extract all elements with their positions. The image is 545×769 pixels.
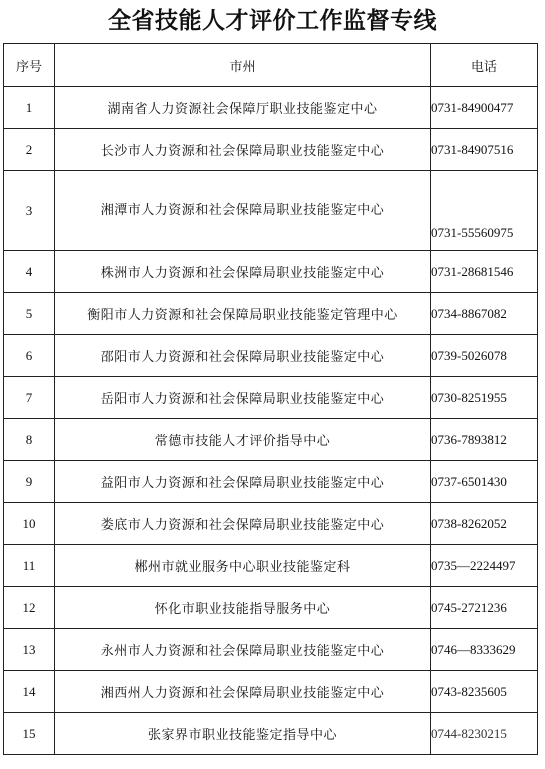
table-row bbox=[4, 293, 538, 335]
phone-number: 0746—8333629 bbox=[431, 629, 538, 671]
phone-number: 0745-2721236 bbox=[431, 587, 538, 629]
table-row bbox=[4, 171, 538, 251]
row-index: 2 bbox=[4, 129, 55, 171]
page-title: 全省技能人才评价工作监督专线 bbox=[108, 8, 437, 34]
table-row bbox=[4, 335, 538, 377]
row-index: 6 bbox=[4, 335, 55, 377]
phone-number: 0738-8262052 bbox=[431, 503, 538, 545]
agency-name: 衡阳市人力资源和社会保障局职业技能鉴定管理中心 bbox=[55, 293, 431, 335]
header-row bbox=[4, 44, 538, 87]
row-index: 9 bbox=[4, 461, 55, 503]
row-index: 12 bbox=[4, 587, 55, 629]
agency-name: 常德市技能人才评价指导中心 bbox=[55, 419, 431, 461]
agency-name: 益阳市人力资源和社会保障局职业技能鉴定中心 bbox=[55, 461, 431, 503]
row-index: 7 bbox=[4, 377, 55, 419]
phone-number: 0731-55560975 bbox=[431, 171, 538, 251]
index-column-header: 序号 bbox=[4, 44, 55, 87]
phone-number: 0734-8867082 bbox=[431, 293, 538, 335]
agency-name: 湘潭市人力资源和社会保障局职业技能鉴定中心 bbox=[55, 171, 431, 251]
table-row bbox=[4, 713, 538, 755]
table-row bbox=[4, 419, 538, 461]
agency-name: 湖南省人力资源社会保障厅职业技能鉴定中心 bbox=[55, 87, 431, 129]
agency-name: 长沙市人力资源和社会保障局职业技能鉴定中心 bbox=[55, 129, 431, 171]
row-index: 4 bbox=[4, 251, 55, 293]
row-index: 3 bbox=[4, 171, 55, 251]
row-index: 14 bbox=[4, 671, 55, 713]
hotline-table bbox=[3, 43, 538, 755]
table-row bbox=[4, 629, 538, 671]
phone-number: 0744-8230215 bbox=[431, 713, 538, 755]
city-column-header: 市州 bbox=[55, 44, 431, 87]
table-row bbox=[4, 545, 538, 587]
phone-number: 0743-8235605 bbox=[431, 671, 538, 713]
phone-number: 0731-28681546 bbox=[431, 251, 538, 293]
phone-number: 0739-5026078 bbox=[431, 335, 538, 377]
agency-name: 岳阳市人力资源和社会保障局职业技能鉴定中心 bbox=[55, 377, 431, 419]
row-index: 5 bbox=[4, 293, 55, 335]
row-index: 1 bbox=[4, 87, 55, 129]
table-row bbox=[4, 503, 538, 545]
phone-column-header: 电话 bbox=[431, 44, 538, 87]
table-row bbox=[4, 671, 538, 713]
phone-number: 0731-84907516 bbox=[431, 129, 538, 171]
row-index: 11 bbox=[4, 545, 55, 587]
agency-name: 张家界市职业技能鉴定指导中心 bbox=[55, 713, 431, 755]
table-row bbox=[4, 461, 538, 503]
agency-name: 郴州市就业服务中心职业技能鉴定科 bbox=[55, 545, 431, 587]
phone-number: 0736-7893812 bbox=[431, 419, 538, 461]
table-row bbox=[4, 587, 538, 629]
agency-name: 湘西州人力资源和社会保障局职业技能鉴定中心 bbox=[55, 671, 431, 713]
row-index: 15 bbox=[4, 713, 55, 755]
row-index: 8 bbox=[4, 419, 55, 461]
table-row bbox=[4, 129, 538, 171]
agency-name: 怀化市职业技能指导服务中心 bbox=[55, 587, 431, 629]
agency-name: 邵阳市人力资源和社会保障局职业技能鉴定中心 bbox=[55, 335, 431, 377]
table-row bbox=[4, 251, 538, 293]
phone-number: 0735—2224497 bbox=[431, 545, 538, 587]
row-index: 10 bbox=[4, 503, 55, 545]
agency-name: 永州市人力资源和社会保障局职业技能鉴定中心 bbox=[55, 629, 431, 671]
phone-number: 0737-6501430 bbox=[431, 461, 538, 503]
agency-name: 娄底市人力资源和社会保障局职业技能鉴定中心 bbox=[55, 503, 431, 545]
agency-name: 株洲市人力资源和社会保障局职业技能鉴定中心 bbox=[55, 251, 431, 293]
table-row bbox=[4, 377, 538, 419]
phone-number: 0731-84900477 bbox=[431, 87, 538, 129]
phone-number: 0730-8251955 bbox=[431, 377, 538, 419]
table-row bbox=[4, 87, 538, 129]
row-index: 13 bbox=[4, 629, 55, 671]
